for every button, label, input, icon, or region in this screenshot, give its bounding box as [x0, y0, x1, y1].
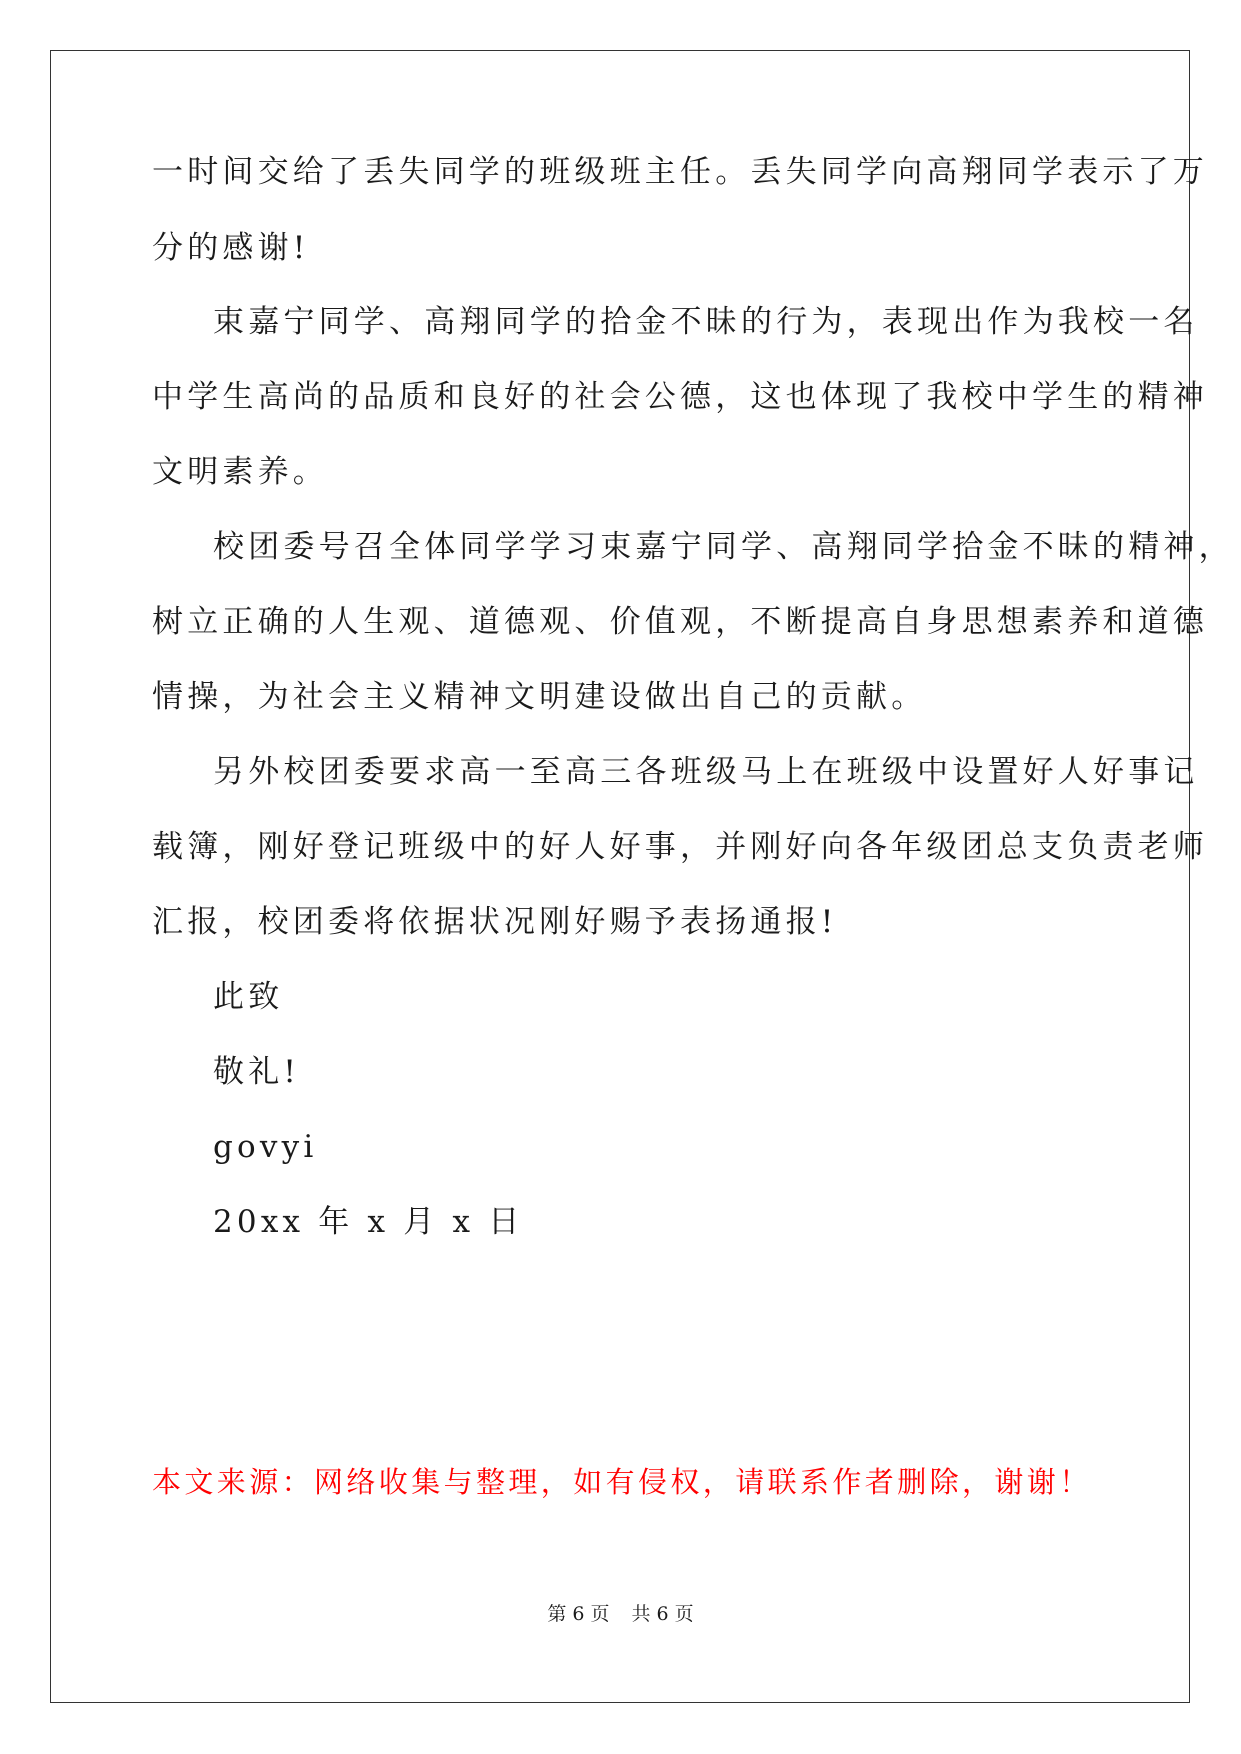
paragraph-line: 束嘉宁同学、高翔同学的拾金不昧的行为，表现出作为我校一名: [213, 304, 1199, 340]
page-number-total: 共 6 页: [631, 1603, 694, 1625]
signature: govyi: [213, 1129, 318, 1165]
paragraph-line: 校团委号召全体同学学习束嘉宁同学、高翔同学拾金不昧的精神，: [213, 529, 1234, 565]
page-number-current: 第 6 页: [547, 1603, 610, 1625]
paragraph-line: 载簿，刚好登记班级中的好人好事，并刚好向各年级团总支负责老师: [152, 829, 1208, 865]
paragraph-line: 分的感谢!: [152, 230, 310, 266]
date-line: 20xx 年 x 月 x 日: [213, 1204, 524, 1240]
paragraph-line: 树立正确的人生观、道德观、价值观，不断提高自身思想素养和道德: [152, 604, 1208, 640]
paragraph-line: 一时间交给了丢失同学的班级班主任。丢失同学向高翔同学表示了万: [152, 154, 1208, 190]
paragraph-line: 情操，为社会主义精神文明建设做出自己的贡献。: [152, 679, 927, 715]
page-border: [50, 50, 1190, 1703]
page-footer: [0, 1600, 1241, 1628]
closing-salutation: 此致: [213, 979, 284, 1015]
paragraph-line: 另外校团委要求高一至高三各班级马上在班级中设置好人好事记: [213, 754, 1199, 790]
paragraph-line: 文明素养。: [152, 454, 328, 490]
closing-regards: 敬礼!: [213, 1054, 301, 1090]
paragraph-line: 汇报，校团委将依据状况刚好赐予表扬通报!: [152, 904, 838, 940]
source-notice: 本文来源：网络收集与整理，如有侵权，请联系作者删除，谢谢！: [152, 1465, 1092, 1499]
paragraph-line: 中学生高尚的品质和良好的社会公德，这也体现了我校中学生的精神: [152, 379, 1208, 415]
